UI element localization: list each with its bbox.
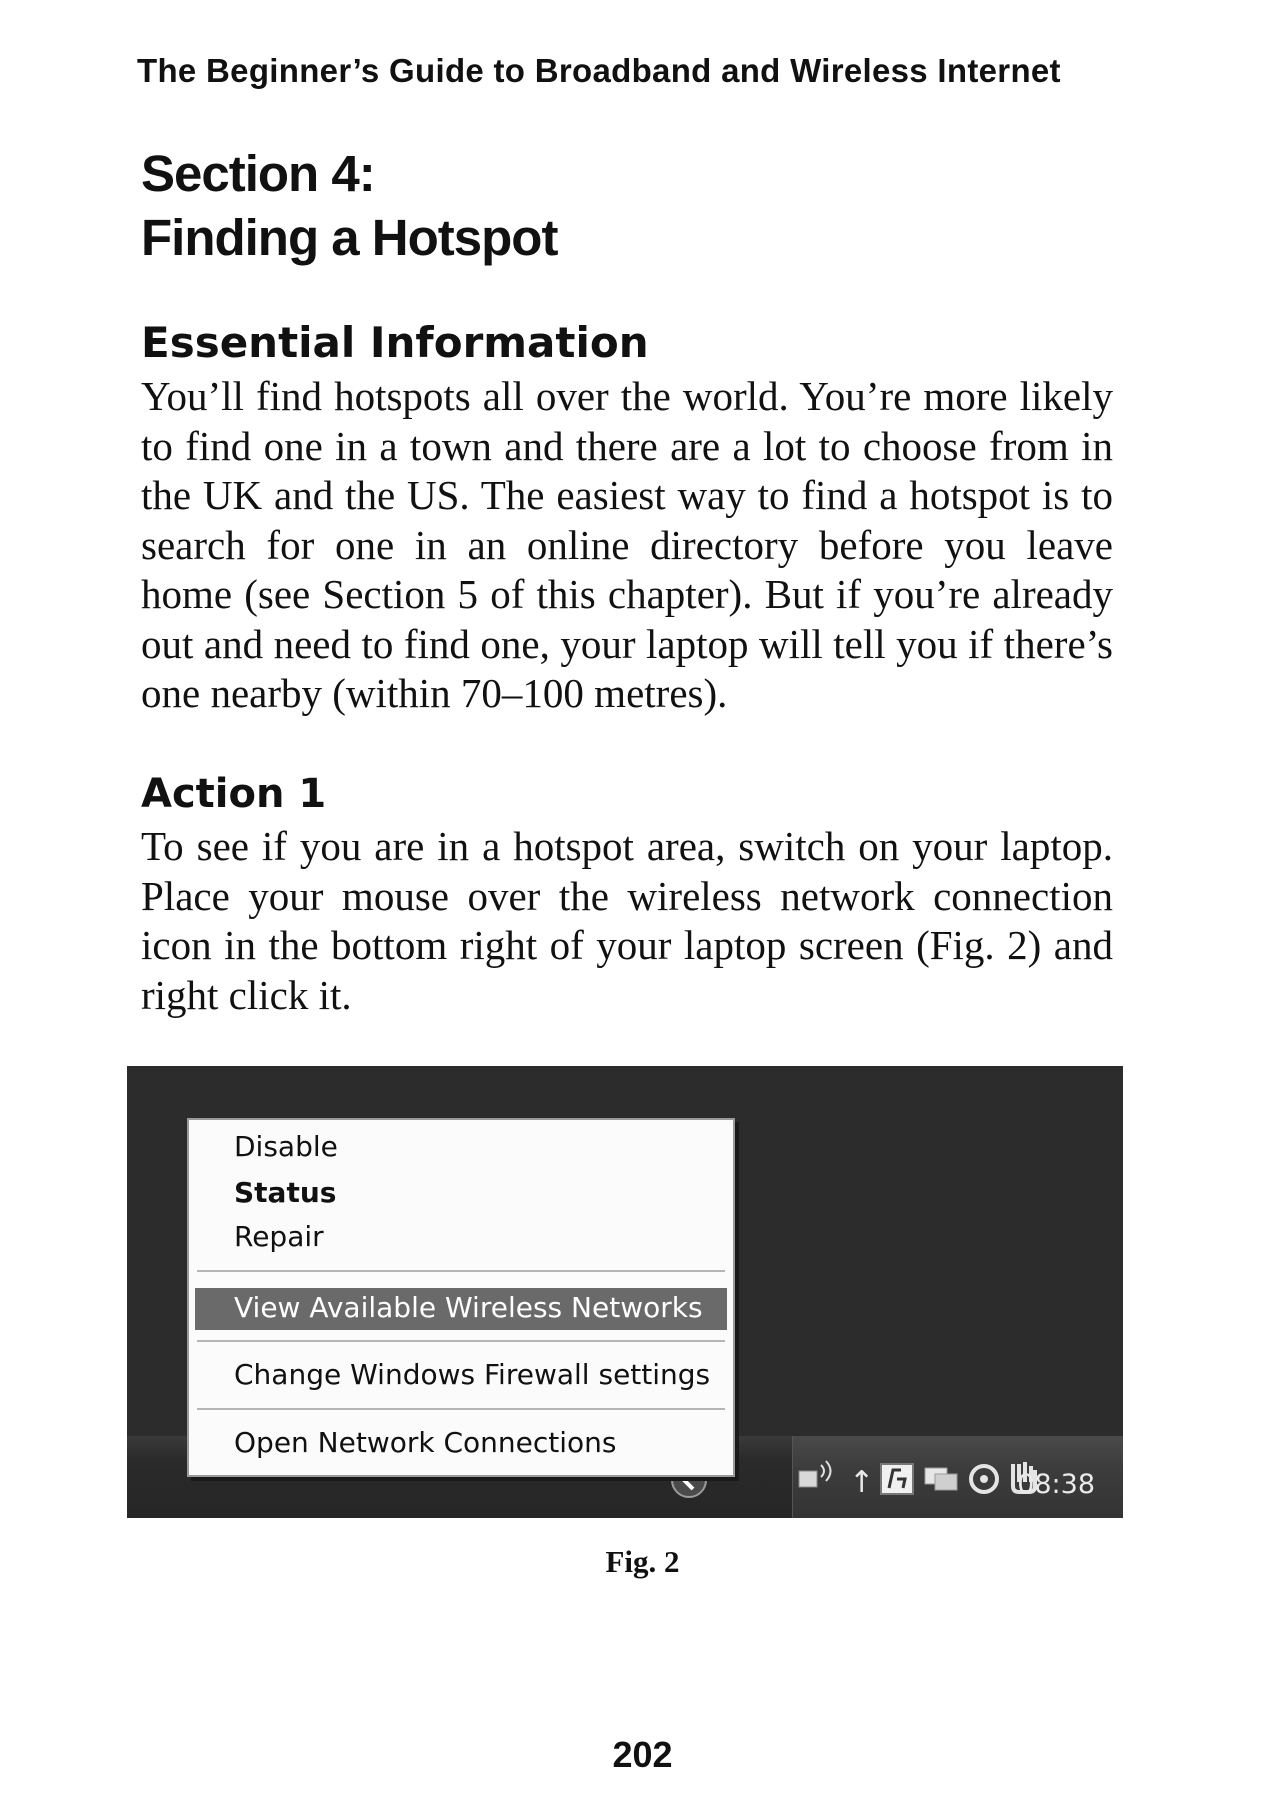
action-1-body: To see if you are in a hotspot area, switch on your laptop. Place your mouse over the wireless network connection icon in the bottom right of your laptop screen (Fig. 2) and right click it. — [141, 823, 1113, 1018]
essential-information-heading: Essential Information — [141, 318, 649, 367]
figure-screenshot — [127, 1066, 1123, 1518]
menu-separator — [197, 1270, 725, 1272]
menu-separator — [197, 1340, 725, 1342]
speaker-icon[interactable] — [967, 1462, 1001, 1500]
page-number: 202 — [612, 1734, 673, 1775]
running-head: The Beginner’s Guide to Broadband and Wireless Internet — [137, 52, 1061, 89]
section-title — [141, 142, 557, 270]
menu-item-open-network-connections[interactable]: Open Network Connections — [234, 1426, 617, 1459]
clock: 08:38 — [1017, 1469, 1095, 1500]
menu-item-status[interactable]: Status — [234, 1176, 337, 1209]
action-1-heading: Action 1 — [141, 771, 327, 817]
wireless-network-icon[interactable] — [793, 1457, 837, 1500]
menu-separator — [197, 1408, 725, 1410]
figure-caption: Fig. 2 — [605, 1544, 680, 1579]
menu-item-disable[interactable]: Disable — [234, 1130, 338, 1163]
section-number: Section 4: — [141, 145, 375, 202]
essential-information-body: You’ll find hotspots all over the world. You’re more likely to find one in a town and there are a lot to choose from in the UK and the US. The easiest way to find a hotspot is to search for one in an online directory before you leave home (see Section 5 of this chapter). But if you’re already out and need to find one, your laptop will tell you if there’s one nearby (within 70–100 metres). — [141, 373, 1113, 716]
context-menu — [187, 1118, 735, 1477]
safely-remove-icon[interactable]: ↑ — [849, 1465, 875, 1500]
app-tray-icon[interactable] — [879, 1462, 915, 1500]
system-tray — [792, 1436, 1123, 1518]
menu-item-repair[interactable]: Repair — [234, 1220, 324, 1253]
menu-item-view-available-wireless-networks[interactable]: View Available Wireless Networks — [234, 1291, 703, 1324]
network-tray-icon[interactable] — [921, 1462, 961, 1500]
menu-item-change-firewall-settings[interactable]: Change Windows Firewall settings — [234, 1358, 711, 1391]
section-heading: Finding a Hotspot — [141, 209, 558, 266]
